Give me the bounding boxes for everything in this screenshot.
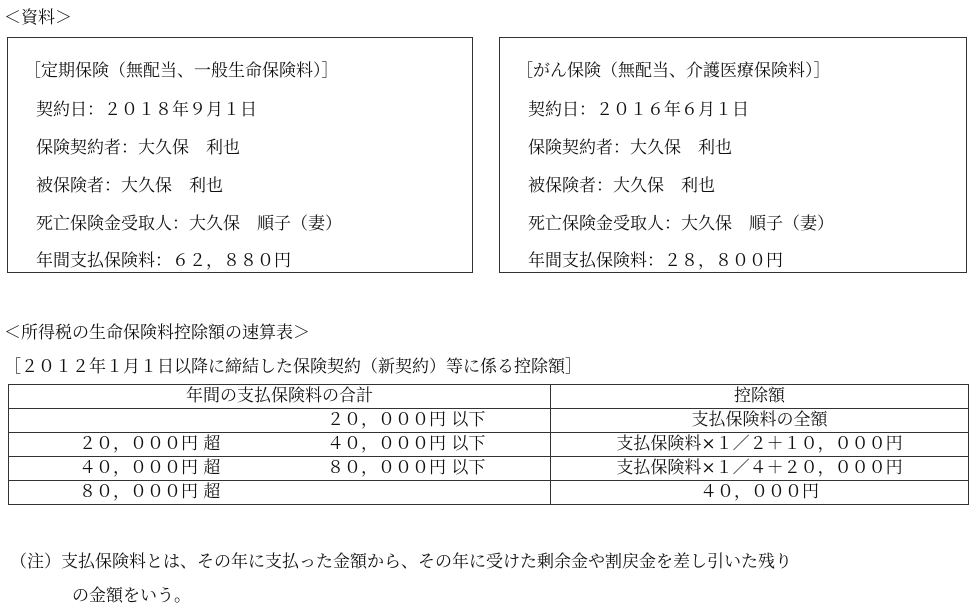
deduction-amount: ４０，０００円 (551, 481, 969, 505)
contract-date: 契約日：２０１６年６月１日 (528, 100, 749, 120)
table-header-row (9, 385, 969, 409)
table-row (9, 409, 969, 433)
beneficiary: 死亡保険金受取人：大久保 順子（妻） (528, 214, 834, 234)
header-premium-total: 年間の支払保険料の合計 (9, 385, 551, 409)
policy-heading: ［定期保険（無配当、一般生命保険料）］ (24, 61, 339, 81)
range-to: ２０，０００円 以下 (327, 410, 486, 430)
range-from: ２０，０００円 超 (79, 434, 221, 454)
material-label: ＜資料＞ (4, 8, 72, 28)
range-to: ８０，０００円 以下 (327, 458, 486, 478)
table-label: ＜所得税の生命保険料控除額の速算表＞ (4, 323, 310, 343)
note-line-2: の金額をいう。 (72, 586, 191, 606)
range-to: ４０，０００円 以下 (327, 434, 486, 454)
annual-premium: 年間支払保険料：６２，８８０円 (36, 251, 291, 271)
header-deduction: 控除額 (551, 385, 969, 409)
annual-premium: 年間支払保険料：２８，８００円 (528, 251, 783, 271)
range-from: ８０，０００円 超 (79, 482, 221, 502)
insured: 被保険者：大久保 利也 (36, 176, 223, 196)
note-line-1: （注）支払保険料とは、その年に支払った金額から、その年に受けた剰余金や割戻金を差し引いた残り (10, 552, 792, 572)
table-row (9, 457, 969, 481)
deduction-amount: 支払保険料×１／４＋２０，０００円 (551, 457, 969, 481)
contract-date: 契約日：２０１８年９月１日 (36, 100, 257, 120)
table-row (9, 481, 969, 505)
deduction-amount: 支払保険料の全額 (551, 409, 969, 433)
policyholder: 保険契約者：大久保 利也 (528, 138, 732, 158)
range-from: ４０，０００円 超 (79, 458, 221, 478)
deduction-table (8, 384, 969, 505)
insured: 被保険者：大久保 利也 (528, 176, 715, 196)
deduction-amount: 支払保険料×１／２＋１０，０００円 (551, 433, 969, 457)
table-subtitle: ［２０１２年１月１日以降に締結した保険契約（新契約）等に係る控除額］ (4, 357, 582, 377)
table-row (9, 433, 969, 457)
policy-heading: ［がん保険（無配当、介護医療保険料）］ (516, 61, 831, 81)
beneficiary: 死亡保険金受取人：大久保 順子（妻） (36, 214, 342, 234)
policyholder: 保険契約者：大久保 利也 (36, 138, 240, 158)
cancer-insurance-box (499, 37, 967, 273)
term-insurance-box (7, 37, 473, 273)
